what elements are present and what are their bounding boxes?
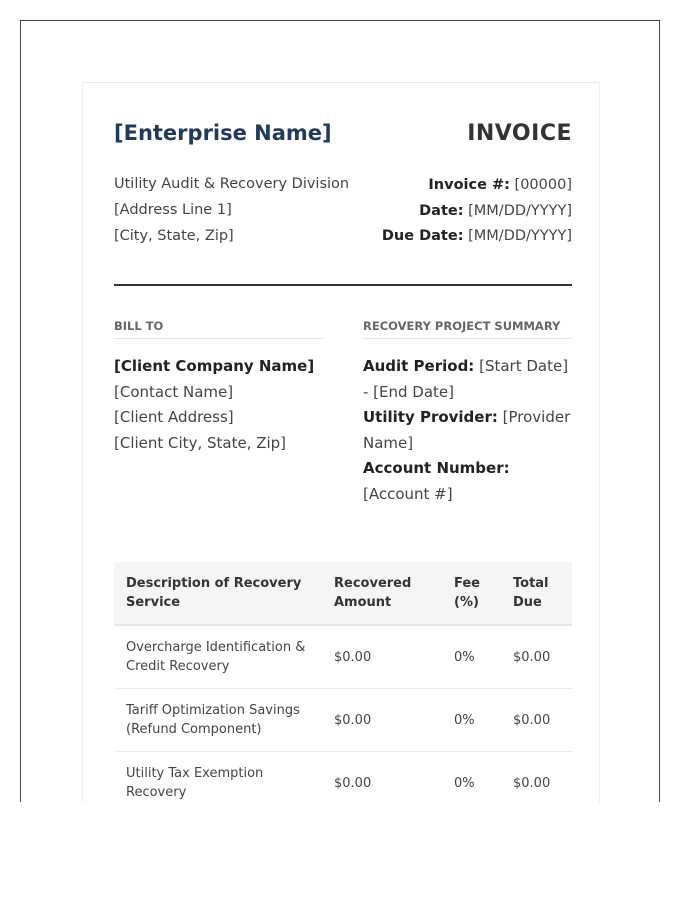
row-total-due: $0.00 [501, 752, 572, 803]
row-total-due: $0.00 [501, 625, 572, 689]
page-frame [20, 20, 660, 802]
client-company-name: [Client Company Name] [114, 357, 315, 375]
account-number-value: [Account #] [363, 484, 453, 503]
audit-period-row [363, 354, 572, 405]
invoice-number-label: Invoice #: [428, 177, 510, 193]
invoice-number-row [382, 173, 572, 199]
project-summary-heading: RECOVERY PROJECT SUMMARY [363, 319, 572, 339]
account-number-label: Account Number: [363, 459, 510, 477]
bill-to-heading: BILL TO [114, 319, 323, 339]
header-divider [114, 284, 572, 286]
enterprise-name: [Enterprise Name] [114, 121, 332, 145]
invoice-number-value: [00000] [514, 177, 572, 193]
table-row [114, 689, 572, 752]
row-description: Utility Tax Exemption Recovery [114, 752, 322, 803]
column-header-total-due: Total Due [501, 562, 572, 625]
row-fee: 0% [442, 752, 501, 803]
invoice-title: INVOICE [467, 121, 572, 146]
sender-city-line: [City, State, Zip] [114, 228, 234, 244]
row-description: Overcharge Identification & Credit Recovery [114, 625, 322, 689]
row-fee: 0% [442, 625, 501, 689]
invoice-date-label: Date: [419, 202, 464, 219]
client-contact-name: [Contact Name] [114, 382, 234, 401]
row-recovered-amount: $0.00 [322, 752, 442, 803]
client-address: [Client Address] [114, 408, 234, 426]
invoice-date-value: [MM/DD/YYYY] [468, 202, 572, 219]
due-date-value: [MM/DD/YYYY] [468, 228, 572, 244]
audit-period-label: Audit Period: [363, 357, 475, 375]
audit-period-value: [Start Date] - [End Date] [363, 357, 569, 401]
client-city-state-zip: [Client City, State, Zip] [114, 433, 287, 452]
sender-address-line: [Address Line 1] [114, 202, 232, 218]
table-header-row [114, 562, 572, 625]
sender-address [114, 171, 349, 249]
due-date-row [382, 224, 572, 250]
row-recovered-amount: $0.00 [322, 689, 442, 752]
utility-provider-value: [Provider Name] [363, 408, 571, 452]
utility-provider-row [363, 405, 572, 456]
account-number-row [363, 456, 572, 507]
sender-division: Utility Audit & Recovery Division [114, 176, 350, 192]
invoice-meta [382, 173, 572, 250]
invoice-document [82, 82, 600, 802]
invoice-date-row [382, 199, 572, 225]
table-row [114, 625, 572, 689]
row-recovered-amount: $0.00 [322, 625, 442, 689]
row-total-due: $0.00 [501, 689, 572, 752]
column-header-recovered-amount: Recovered Amount [322, 562, 442, 625]
utility-provider-label: Utility Provider: [363, 408, 498, 426]
line-items-table [114, 562, 572, 802]
row-fee: 0% [442, 689, 501, 752]
due-date-label: Due Date: [381, 228, 464, 244]
row-description: Tariff Optimization Savings (Refund Component) [114, 689, 322, 752]
project-summary-block [363, 354, 572, 507]
column-header-description: Description of Recovery Service [114, 562, 322, 625]
bill-to-block [114, 354, 314, 456]
table-row [114, 752, 572, 803]
column-header-fee: Fee (%) [442, 562, 501, 625]
